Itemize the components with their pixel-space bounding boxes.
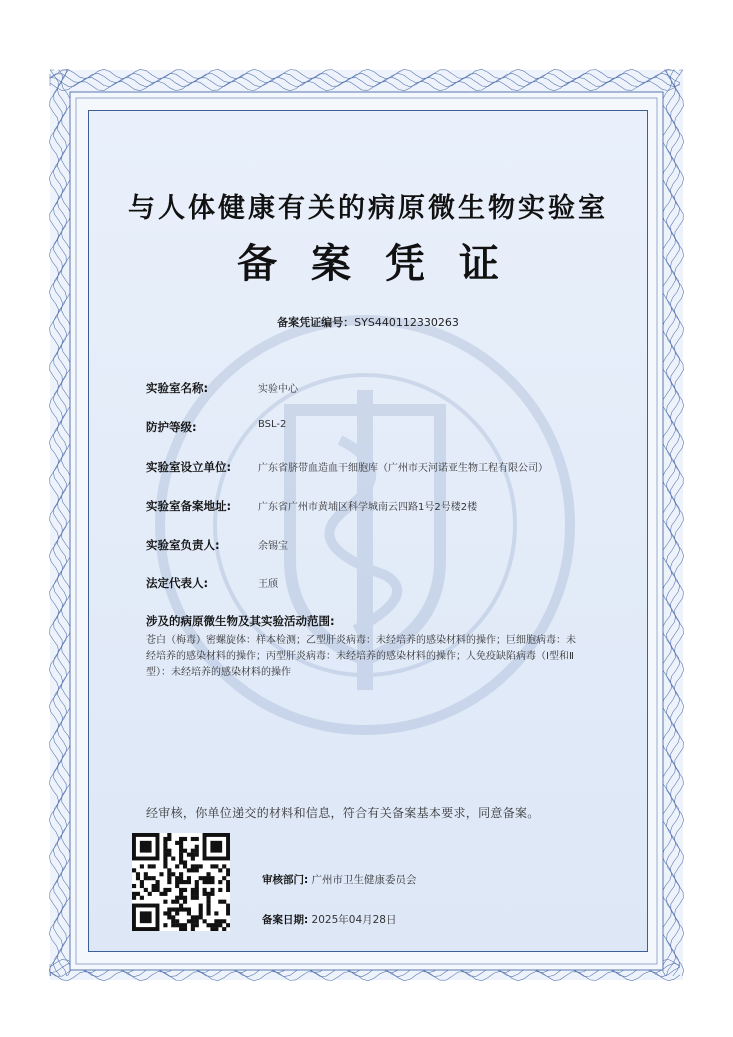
field-label: 防护等级: [146,420,197,434]
field-value: BSL-2 [258,419,287,430]
certificate-title: 与人体健康有关的病原微生物实验室 [128,193,608,224]
field-label: 实验室设立单位: [146,460,232,474]
field-label: 实验室备案地址: [146,499,232,513]
field-value: 余锡宝 [258,541,288,552]
field-label: 实验室负责人: [146,538,220,552]
field-label: 实验室名称: [146,381,209,395]
review-department-value: 广州市卫生健康委员会 [311,874,417,886]
field-label: 法定代表人: [146,576,209,590]
medical-caduceus-shield-icon [140,300,590,750]
field-value: 王颀 [258,579,278,590]
filing-date [262,912,397,927]
field-value: 实验中心 [258,384,298,395]
filing-date-value: 2025年04月28日 [311,914,397,926]
scope-text: 苍白（梅毒）密螺旋体：样本检测；乙型肝炎病毒：未经培养的感染材料的操作；巨细胞病毒：未经培养的感染材料的操作；丙型肝炎病毒：未经培养的感染材料的操作；人免疫缺陷病毒（Ⅰ型和Ⅱ型）：未经培养的感染材料的操作 [146,635,576,678]
scope-title: 涉及的病原微生物及其实验活动范围: [146,614,335,628]
field-value: 广东省脐带血造血干细胞库（广州市天河诺亚生物工程有限公司） [258,463,548,474]
certificate-number-value: SYS440112330263 [354,316,459,329]
filing-date-label: 备案日期: [262,914,309,926]
review-department [262,872,417,887]
certificate-number [88,314,648,330]
certificate-subtitle: 备案凭证 [237,241,533,287]
field-value: 广东省广州市黄埔区科学城南云四路1号2号楼2楼 [258,502,478,513]
qr-code-icon[interactable] [132,833,230,931]
review-department-label: 审核部门: [262,874,309,886]
certificate-number-label: 备案凭证编号： [277,316,355,329]
approval-statement: 经审核，你单位递交的材料和信息，符合有关备案基本要求，同意备案。 [146,806,540,820]
